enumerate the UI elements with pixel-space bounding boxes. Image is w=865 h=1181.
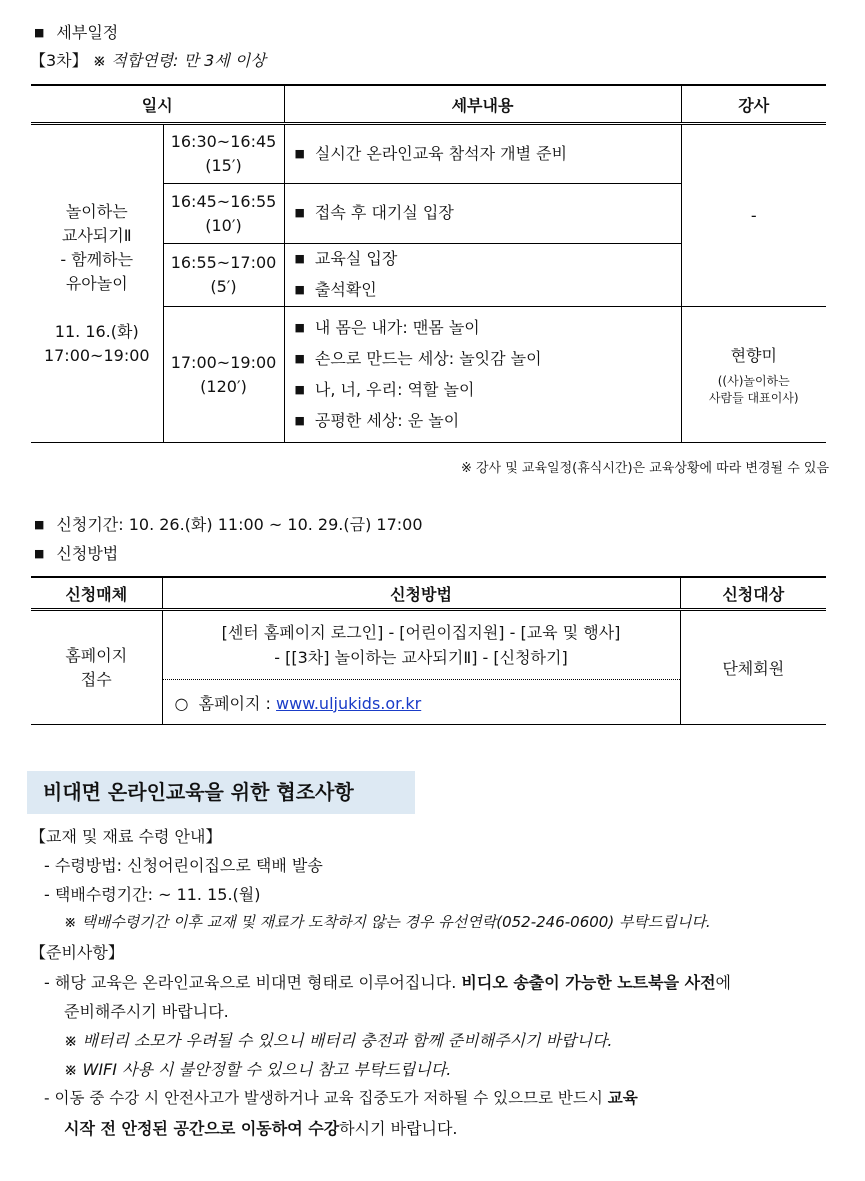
prep-item-1-cont: 준비해주시기 바랍니다. xyxy=(64,1002,229,1021)
program-line: 유아놀이 xyxy=(65,273,128,293)
section-title-schedule: ■ 세부일정 xyxy=(34,20,118,43)
target-cell: 단체회원 xyxy=(680,610,826,725)
prep-bold: 교육 xyxy=(607,1089,638,1107)
duration: (5′) xyxy=(210,277,237,296)
content-item: ■ 교육실 입장 xyxy=(295,244,681,275)
program-line: 교사되기Ⅱ xyxy=(61,225,132,245)
program-line: - 함께하는 xyxy=(60,249,134,269)
material-item: - 수령방법: 신청어린이집으로 택배 발송 xyxy=(44,856,323,875)
round-label: 【3차】 xyxy=(30,51,88,70)
prep-text: 하시기 바랍니다. xyxy=(339,1119,458,1138)
apply-table xyxy=(31,576,826,725)
prep-note: ※ WIFI 사용 시 불안정할 수 있으니 참고 부탁드립니다. xyxy=(64,1060,452,1079)
header-media: 신청매체 xyxy=(31,577,162,610)
schedule-table xyxy=(31,84,826,443)
prep-bold: 비디오 송출이 가능한 노트북을 사전 xyxy=(461,973,716,992)
prep-title: 【준비사항】 xyxy=(30,943,124,962)
material-item: - 택배수령기간: ~ 11. 15.(월) xyxy=(44,885,261,904)
program-cell xyxy=(31,124,163,443)
content-item: ■ 손으로 만드는 세상: 놀잇감 놀이 xyxy=(295,344,681,375)
content-cell xyxy=(284,184,681,244)
age-note: ※ 적합연령: 만 3세 이상 xyxy=(92,51,266,70)
instructor-cell xyxy=(681,307,826,443)
material-note: ※ 택배수령기간 이후 교재 및 재료가 도착하지 않는 경우 유선연락(052-246-0600) 부탁드립니다. xyxy=(64,913,711,931)
duration: (120′) xyxy=(200,376,247,396)
circle-icon: ○ xyxy=(174,693,189,713)
method-path: [센터 홈페이지 로그인] - [어린이집지원] - [교육 및 행사] xyxy=(221,623,621,642)
instructor-org: ((사)놀이하는 xyxy=(717,374,790,388)
header-content: 세부내용 xyxy=(284,85,681,124)
apply-period: ■ 신청기간: 10. 26.(화) 11:00 ~ 10. 29.(금) 17:00 xyxy=(34,512,423,535)
schedule-footnote: ※ 강사 및 교육일정(휴식시간)은 교육상황에 따라 변경될 수 있음 xyxy=(460,461,829,476)
apply-method-title: ■ 신청방법 xyxy=(34,541,118,564)
time-cell xyxy=(163,124,284,184)
time-range: 16:55~17:00 xyxy=(170,253,277,272)
header-target: 신청대상 xyxy=(680,577,826,610)
content-item: ■ 나, 너, 우리: 역할 놀이 xyxy=(295,375,681,406)
prep-text: - 이동 중 수강 시 안전사고가 발생하거나 교육 집중도가 저하될 수 있으므로 반드시 xyxy=(44,1089,608,1107)
material-title: 【교재 및 재료 수령 안내】 xyxy=(30,827,222,846)
program-date: 11. 16.(화) xyxy=(54,321,139,341)
prep-item-1 xyxy=(44,970,731,993)
content-item: ■ 실시간 온라인교육 참석자 개별 준비 xyxy=(295,139,681,170)
program-time: 17:00~19:00 xyxy=(43,345,150,365)
homepage-cell xyxy=(162,680,680,725)
prep-bold: 시작 전 안정된 공간으로 이동하여 수강 xyxy=(64,1119,340,1138)
round-heading xyxy=(30,48,266,71)
content-cell xyxy=(284,307,681,443)
prep-item-2 xyxy=(44,1086,638,1108)
homepage-label: 홈페이지 : xyxy=(198,693,271,713)
instructor-org: 사람들 대표이사) xyxy=(708,391,799,405)
header-instructor: 강사 xyxy=(681,85,826,124)
prep-text: 에 xyxy=(715,973,731,992)
prep-item-2-cont xyxy=(64,1116,458,1139)
header-datetime: 일시 xyxy=(31,85,284,124)
content-item: ■ 출석확인 xyxy=(295,275,681,306)
content-item: ■ 접속 후 대기실 입장 xyxy=(295,198,681,229)
time-range: 16:30~16:45 xyxy=(170,132,277,151)
method-path: - [[3차] 놀이하는 교사되기Ⅱ] - [신청하기] xyxy=(274,648,568,667)
time-range: 16:45~16:55 xyxy=(170,191,277,211)
coop-banner: 비대면 온라인교육을 위한 협조사항 xyxy=(27,771,415,814)
header-method: 신청방법 xyxy=(162,577,680,610)
instructor-name: 현향미 xyxy=(730,346,777,365)
homepage-link[interactable]: www.uljukids.or.kr xyxy=(276,693,422,713)
prep-note: ※ 배터리 소모가 우려될 수 있으니 배터리 충전과 함께 준비해주시기 바랍니다. xyxy=(64,1031,613,1050)
content-item: ■ 내 몸은 내가: 맨몸 놀이 xyxy=(295,313,681,344)
duration: (10′) xyxy=(205,215,242,235)
media-cell xyxy=(31,610,162,725)
time-cell xyxy=(163,244,284,307)
program-line: 놀이하는 xyxy=(65,201,128,221)
content-cell xyxy=(284,124,681,184)
instructor-dash: - xyxy=(681,124,826,307)
duration: (15′) xyxy=(205,156,242,175)
time-cell xyxy=(163,184,284,244)
media-line: 접수 xyxy=(80,669,112,689)
media-line: 홈페이지 xyxy=(65,645,128,665)
time-cell xyxy=(163,307,284,443)
content-cell xyxy=(284,244,681,307)
method-path-cell xyxy=(162,610,680,680)
time-range: 17:00~19:00 xyxy=(170,352,277,372)
prep-text: - 해당 교육은 온라인교육으로 비대면 형태로 이루어집니다. xyxy=(44,973,462,992)
content-item: ■ 공평한 세상: 운 놀이 xyxy=(295,406,681,437)
